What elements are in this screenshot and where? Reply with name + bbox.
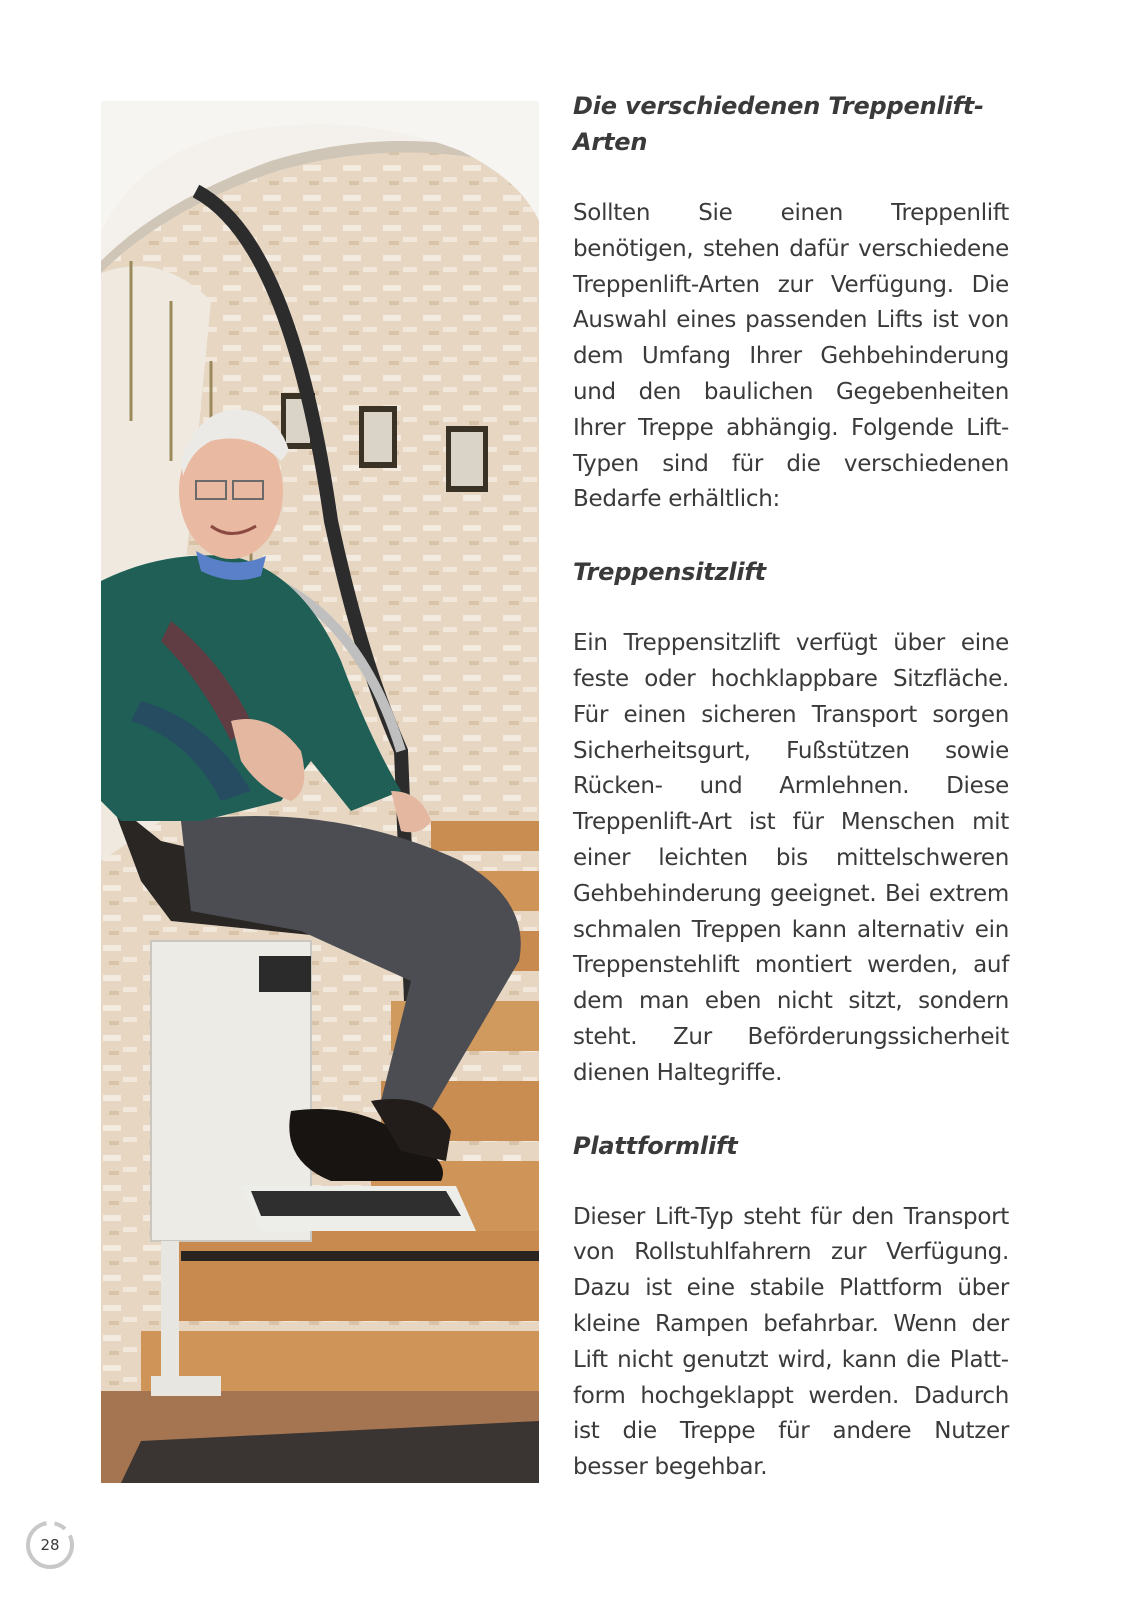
section-heading-treppensitzlift: Treppensitzlift — [573, 558, 766, 587]
section-heading-plattformlift: Plattformlift — [573, 1131, 738, 1160]
page-number-badge — [24, 1519, 76, 1571]
section-text-treppensitzlift: Ein Treppensitzlift verfügt über eine feste oder hochklappbare Sitzfläche. Für einen sicheren Transport sorgen Sicherheitsgurt, Fußstützen sowie Rücken- und Armlehnen. Diese Treppenlift-Art ist für Menschen mit einer leichten bis mittelschweren Gehbehinderung geeignet. Bei extrem schmalen Treppen kann alternativ ein Treppenstehlift montiert werden, auf dem man eben nicht sitzt, sondern steht. Zur Beförderungssicherheit dienen Haltegriffe. — [573, 630, 1009, 1086]
intro-paragraph: Sollten Sie einen Treppenlift benötigen, stehen dafür verschiedene Treppenlift-Arten zur Verfügung. Die Auswahl eines passenden Lifts ist von dem Umfang Ihrer Gehbehinderung und den baulichen Gegebenheiten Ihrer Treppe abhängig. Folgende Lift-Typen sind für die verschiedenen Bedarfe erhältlich: — [573, 200, 1009, 513]
article — [573, 88, 1009, 1486]
article-title: Die verschiedenen Treppenlift-Arten — [573, 92, 984, 156]
page-number: 28 — [40, 1536, 60, 1554]
section-text-plattformlift: Dieser Lift-Typ steht für den Transport von Rollstuhlfahrern zur Verfügung. Dazu ist eine stabile Plattform über kleine Rampen befahrbar. Wenn der Lift nicht genutzt wird, kann die Plattform hochgeklappt werden. Dadurch ist die Treppe für andere Nutzer besser begehbar. — [573, 1203, 1009, 1481]
stairlift-photo — [101, 101, 539, 1483]
stairlift-photo-illustration — [101, 101, 539, 1483]
